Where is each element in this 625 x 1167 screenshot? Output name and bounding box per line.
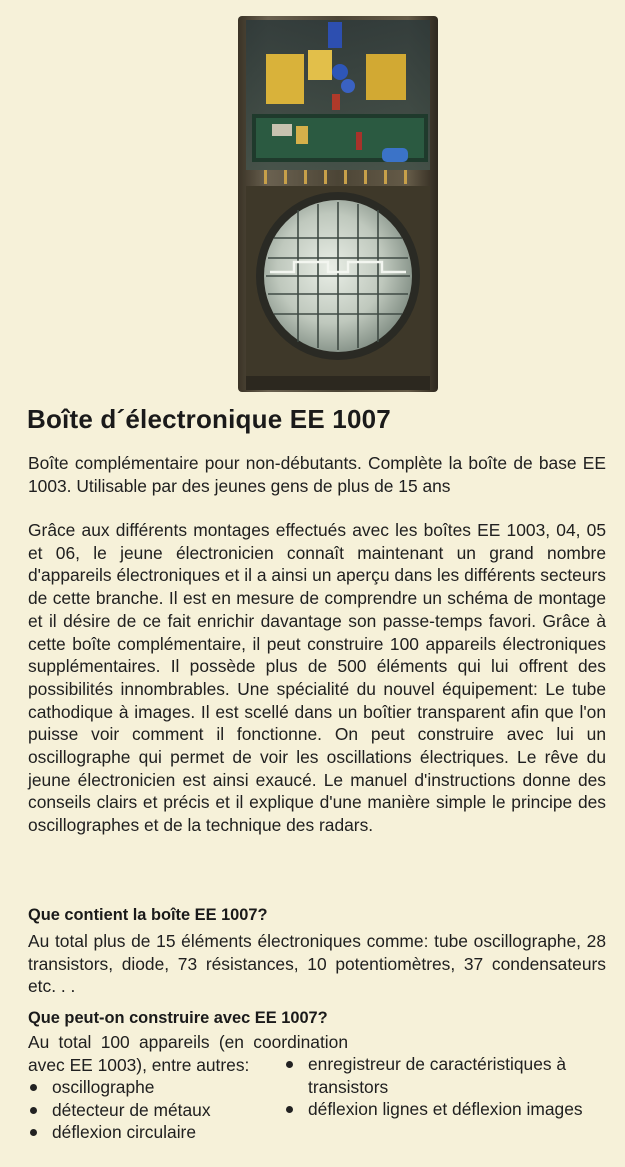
- bullet-icon: [30, 1129, 37, 1136]
- product-description: Grâce aux différents montages effectués avec les boîtes EE 1003, 04, 05 et 06, le jeune électronicien connaît maintenant un grand nombre d'appareils électroniques et il a ainsi un aperçu dans les différents secteurs de cette branche. Il est en mesure de comprendre un schéma de montage et il désire de ce fait enrichir davantage son passe-temps favori. Grâce à cette boîte complémentaire, il peut construire 100 appareils électroniques supplémentaires. Il possède plus de 500 éléments qui lui offrent des possibilités innombrables. Une spécialité du nouvel équipement: Le tube cathodique à images. Il est scellé dans un boîtier transparent afin que l'on puisse voir comment il fonctionne. On peut construire avec lui un oscillographe qui permet de voir les oscillations électriques. Le rêve du jeune électronicien est ainsi exaucé. Le manuel d'instructions donne des conseils clairs et précis et il explique d'une manière simple le principe des oscillographes et de la technique des radars.: [28, 520, 606, 836]
- build-list-left: [28, 1076, 293, 1144]
- product-photo: [236, 14, 440, 394]
- list-item: détecteur de métaux: [28, 1099, 293, 1122]
- product-title: Boîte d´électronique EE 1007: [27, 404, 391, 434]
- list-item: déflexion circulaire: [28, 1121, 293, 1144]
- list-item: enregistreur de caractéristiques à transistors: [284, 1053, 614, 1098]
- list-item: déflexion lignes et déflexion images: [284, 1098, 614, 1121]
- build-list-right: [284, 1053, 614, 1121]
- bullet-icon: [30, 1107, 37, 1114]
- contents-text: Au total plus de 15 éléments électroniques comme: tube oscillographe, 28 transistors, diode, 73 résistances, 10 potentiomètres, 37 condensateurs etc. . .: [28, 931, 606, 997]
- bullet-icon: [30, 1084, 37, 1091]
- list-item: oscillographe: [28, 1076, 293, 1099]
- bullet-icon: [286, 1106, 293, 1113]
- bullet-icon: [286, 1061, 293, 1068]
- product-intro: Boîte complémentaire pour non-débutants. Complète la boîte de base EE 1003. Utilisable par des jeunes gens de plus de 15 ans: [28, 453, 606, 496]
- build-heading: Que peut-on construire avec EE 1007?: [28, 1009, 328, 1027]
- contents-heading: Que contient la boîte EE 1007?: [28, 906, 268, 924]
- build-text: Au total 100 appareils (en coordination avec EE 1003), entre autres:: [28, 1032, 348, 1075]
